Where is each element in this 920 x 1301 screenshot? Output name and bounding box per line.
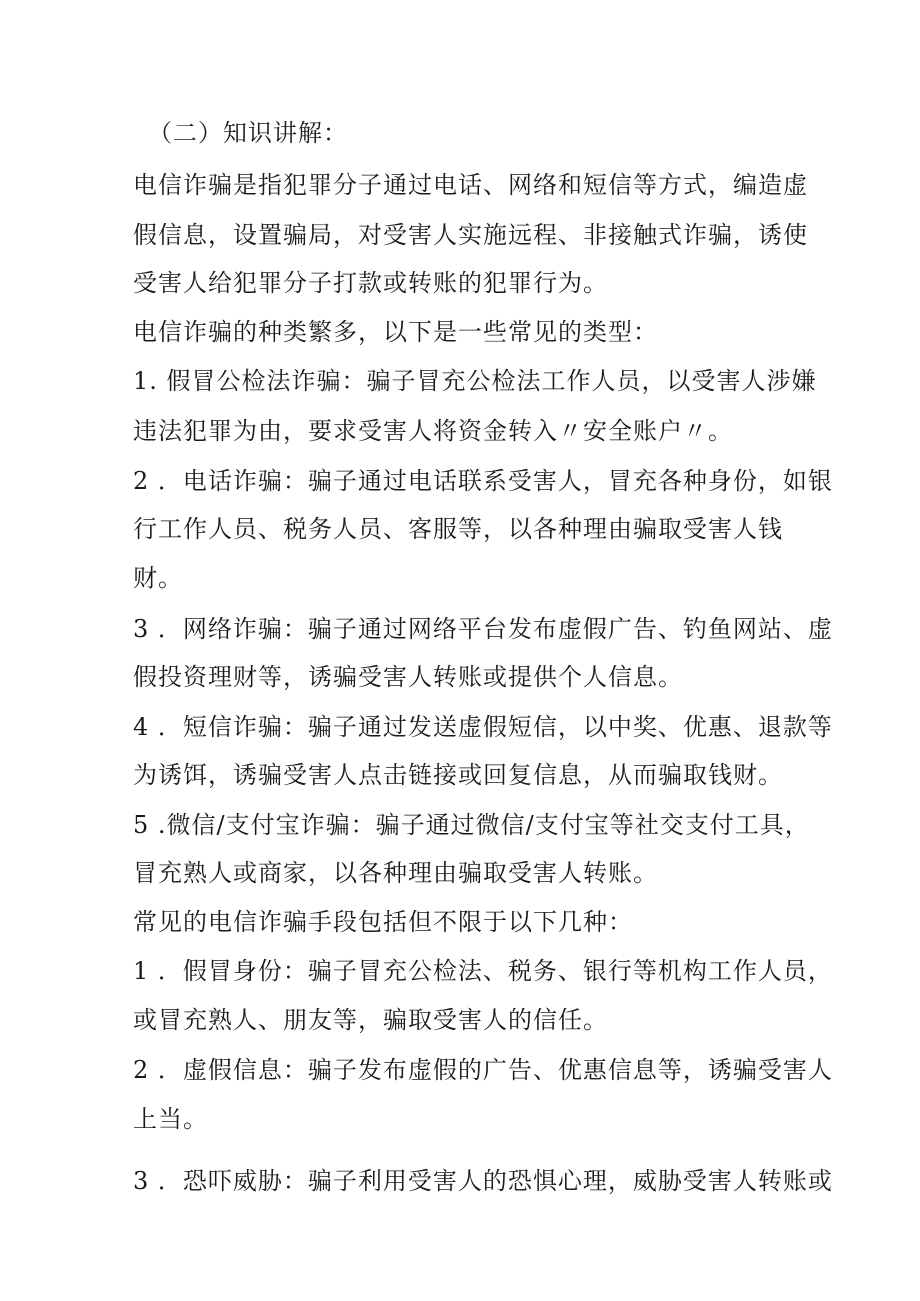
list-item-line: 上当。 (133, 1105, 208, 1133)
list-item-line: 违法犯罪为由，要求受害人将资金转入〃安全账户〃。 (133, 417, 733, 445)
section-heading: （二）知识讲解： (148, 119, 348, 147)
list-item-line: 财。 (133, 564, 183, 592)
paragraph-line: 电信诈骗的种类繁多，以下是一些常见的类型： (133, 318, 658, 346)
list-item-line: 或冒充熟人、朋友等，骗取受害人的信任。 (133, 1006, 608, 1034)
list-item-line: 1 ．假冒身份：骗子冒充公检法、税务、银行等机构工作人员， (133, 957, 833, 985)
list-item-line: 2 ．虚假信息：骗子发布虚假的广告、优惠信息等，诱骗受害人 (133, 1056, 833, 1084)
paragraph-line: 电信诈骗是指犯罪分子通过电话、网络和短信等方式，编造虚 (133, 171, 808, 199)
list-item-line: 4 ．短信诈骗：骗子通过发送虚假短信，以中奖、优惠、退款等 (133, 713, 833, 741)
list-item-line: 1. 假冒公检法诈骗：骗子冒充公检法工作人员，以受害人涉嫌 (133, 367, 817, 395)
list-item-line: 2 ．电话诈骗：骗子通过电话联系受害人，冒充各种身份，如银 (133, 467, 833, 495)
paragraph-line: 受害人给犯罪分子打款或转账的犯罪行为。 (133, 269, 608, 297)
list-item-line: 行工作人员、税务人员、客服等，以各种理由骗取受害人钱 (133, 515, 783, 543)
list-item-line: 为诱饵，诱骗受害人点击链接或回复信息，从而骗取钱财。 (133, 761, 783, 789)
list-item-line: 3 ．网络诈骗：骗子通过网络平台发布虚假广告、钓鱼网站、虚 (133, 615, 833, 643)
paragraph-line: 假信息，设置骗局，对受害人实施远程、非接触式诈骗，诱使 (133, 221, 808, 249)
list-item-line: 3 ．恐吓威胁：骗子利用受害人的恐惧心理，威胁受害人转账或 (133, 1167, 833, 1195)
paragraph-line: 常见的电信诈骗手段包括但不限于以下几种： (133, 908, 633, 936)
list-item-line: 假投资理财等，诱骗受害人转账或提供个人信息。 (133, 663, 683, 691)
list-item-line: 5 .微信/支付宝诈骗：骗子通过微信/支付宝等社交支付工具， (133, 811, 810, 839)
list-item-line: 冒充熟人或商家，以各种理由骗取受害人转账。 (133, 859, 658, 887)
